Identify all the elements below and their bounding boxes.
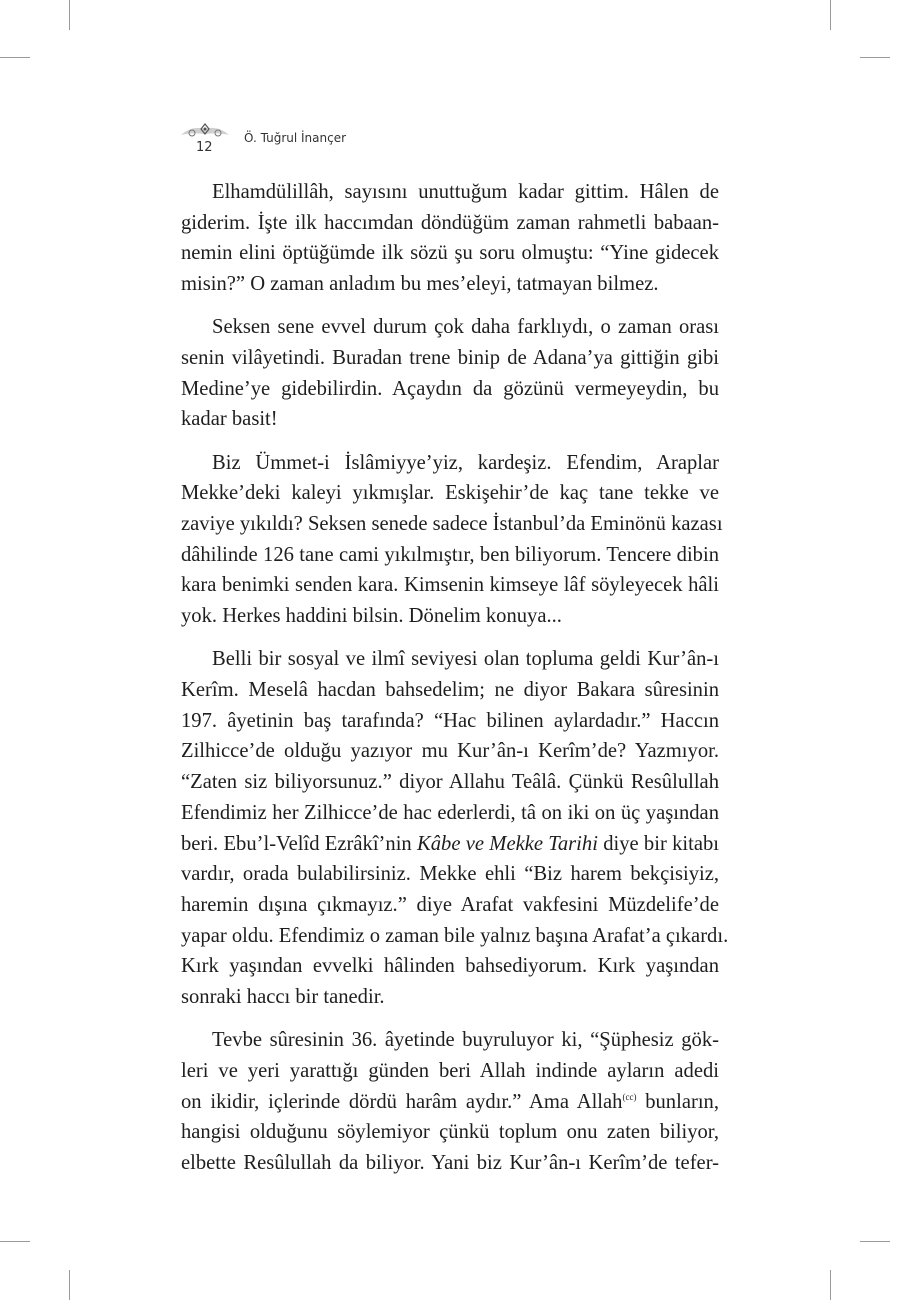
crop-mark: [0, 1241, 30, 1242]
text-line: Kırk yaşından evvelki hâlinden bahsediyorum. Kırk yaşından: [181, 955, 719, 978]
text-line: sonraki haccı bir tanedir.: [181, 986, 385, 1009]
paragraph: [181, 1025, 719, 1179]
page-header: [180, 121, 720, 161]
text-line: nemin elini öptüğümde ilk sözü şu soru olmuştu: “Yine gidecek: [181, 242, 719, 265]
crop-mark: [69, 0, 70, 30]
paragraph: [181, 177, 719, 300]
running-head: Ö. Tuğrul İnançer: [244, 131, 347, 145]
text-segment: on ikidir, içlerinde dördü harâm aydır.” Ama Allah: [181, 1090, 623, 1113]
crop-mark: [830, 0, 831, 30]
text-line: yapar oldu. Efendimiz o zaman bile yalnız başına Arafat’a çıkardı.: [181, 924, 729, 947]
honorific-superscript: (cc): [622, 1091, 637, 1102]
paragraph: [181, 644, 729, 1012]
text-line: “Zaten siz biliyorsunuz.” diyor Allahu Teâlâ. Çünkü Resûlullah: [181, 771, 719, 794]
text-line: kara benimki senden kara. Kimsenin kimseye lâf söyleyecek hâli: [181, 574, 719, 597]
text-line: Zilhicce’de olduğu yazıyor mu Kur’ân-ı Kerîm’de? Yazmıyor.: [181, 740, 719, 763]
paragraph: [181, 448, 723, 632]
text-line: dâhilinde 126 tane cami yıkılmıştır, ben biliyorum. Tencere dibin: [181, 543, 719, 566]
crop-mark: [0, 57, 30, 58]
text-line: senin vilâyetindi. Buradan trene binip de Adana’ya gittiğin gibi: [181, 347, 719, 370]
text-line: yok. Herkes haddini bilsin. Dönelim konuya...: [181, 605, 562, 628]
text-line: kadar basit!: [181, 408, 278, 431]
text-line: Seksen sene evvel durum çok daha farklıydı, o zaman orası: [212, 316, 719, 339]
crop-mark: [69, 1270, 70, 1300]
text-line: vardır, orada bulabilirsiniz. Mekke ehli “Biz harem bekçisiyiz,: [181, 863, 719, 886]
text-line: hangisi olduğunu söylemiyor çünkü toplum onu zaten biliyor,: [181, 1121, 719, 1144]
page-number: 12: [196, 140, 213, 155]
text-segment: diye bir kitabı: [597, 832, 719, 855]
ornament-icon: [180, 121, 230, 139]
text-line: Medine’ye gidebilirdin. Açaydın da gözünü vermeyeydin, bu: [181, 377, 719, 400]
text-line: Biz Ümmet-i İslâmiyye’yiz, kardeşiz. Efendim, Araplar: [212, 451, 719, 474]
text-segment: bunların,: [636, 1090, 719, 1113]
body-text: [181, 177, 729, 1191]
text-line: Belli bir sosyal ve ilmî seviyesi olan topluma geldi Kur’ân-ı: [212, 648, 719, 671]
text-line: giderim. İşte ilk haccımdan döndüğüm zaman rahmetli babaan-: [181, 211, 719, 234]
text-line: misin?” O zaman anladım bu mes’eleyi, tatmayan bilmez.: [181, 273, 659, 296]
text-segment: beri. Ebu’l-Velîd Ezrâkî’nin: [181, 832, 417, 855]
text-line: zaviye yıkıldı? Seksen senede sadece İstanbul’da Eminönü kazası: [181, 513, 723, 536]
text-line: leri ve yeri yarattığı günden beri Allah indinde ayların adedi: [181, 1059, 719, 1082]
text-line: [181, 829, 719, 860]
text-line: Tevbe sûresinin 36. âyetinde buyruluyor ki, “Şüphesiz gök-: [212, 1029, 719, 1052]
text-line: 197. âyetinin baş tarafında? “Hac bilinen aylardadır.” Haccın: [181, 709, 719, 732]
book-title: Kâbe ve Mekke Tarihi: [417, 832, 598, 855]
paragraph: [181, 312, 719, 435]
crop-mark: [830, 1270, 831, 1300]
text-line: Mekke’deki kaleyi yıkmışlar. Eskişehir’de kaç tane tekke ve: [181, 482, 719, 505]
text-line: haremin dışına çıkmayız.” diye Arafat vakfesini Müzdelife’de: [181, 893, 719, 916]
text-line: elbette Resûlullah da biliyor. Yani biz Kur’ân-ı Kerîm’de tefer-: [181, 1152, 719, 1175]
crop-mark: [860, 1241, 890, 1242]
text-line: [181, 1087, 719, 1118]
crop-mark: [860, 57, 890, 58]
text-line: Kerîm. Meselâ hacdan bahsedelim; ne diyor Bakara sûresinin: [181, 679, 719, 702]
text-line: Elhamdülillâh, sayısını unuttuğum kadar gittim. Hâlen de: [212, 181, 719, 203]
text-line: Efendimiz her Zilhicce’de hac ederlerdi, tâ on iki on üç yaşından: [181, 801, 719, 824]
